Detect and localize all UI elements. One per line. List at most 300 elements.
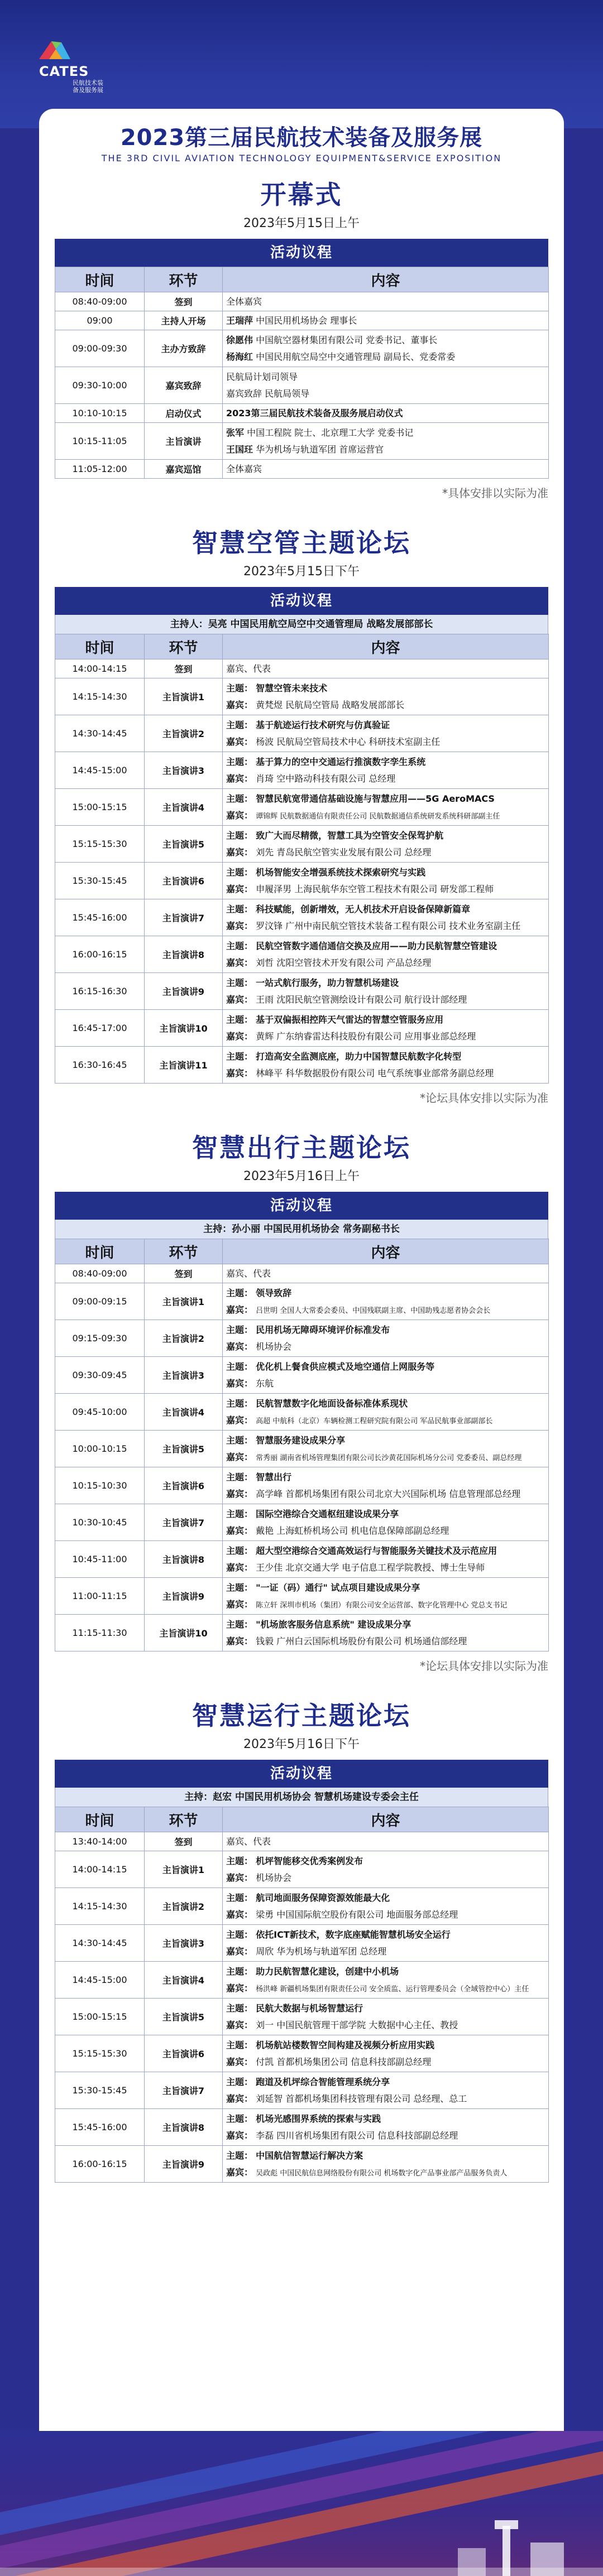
content-text: 周欣 华为机场与轨道军团 总经理 xyxy=(256,1946,387,1957)
row-time: 10:45-11:00 xyxy=(55,1541,145,1578)
row-time: 10:10-10:15 xyxy=(55,404,145,423)
content-text: 中国工程院 院士、北京理工大学 党委书记 xyxy=(247,427,414,438)
content-line xyxy=(226,901,545,918)
column-header-segment: 环节 xyxy=(145,634,223,659)
row-time: 13:40-14:00 xyxy=(55,1832,145,1851)
content-label: 嘉宾： xyxy=(226,1304,253,1315)
content-text: 民航大数据与机场智慧运行 xyxy=(256,2002,363,2014)
content-line xyxy=(226,1048,545,1065)
content-text: 王少佳 北京交通大学 电子信息工程学院教授、博士生导师 xyxy=(256,1562,485,1573)
row-segment: 主旨演讲4 xyxy=(145,1394,223,1431)
agenda-section xyxy=(39,1128,564,1673)
content-text: 常秀丽 湖南省机场管理集团有限公司长沙黄花国际机场分公司 党委委员、副总经理 xyxy=(256,1453,522,1462)
section-host: 主持人：吴亮 中国民用航空局空中交通管理局 战略发展部部长 xyxy=(55,615,548,634)
content-label: 主题： xyxy=(226,1014,253,1025)
content-text: 嘉宾、代表 xyxy=(226,1836,271,1847)
row-segment: 主办方致辞 xyxy=(145,330,223,367)
section-date: 2023年5月15日上午 xyxy=(243,216,360,230)
content-text: 机场智能安全增强系统技术探索研究与实践 xyxy=(256,866,426,878)
table-row xyxy=(55,1888,549,1925)
content-line xyxy=(226,1523,545,1539)
content-line xyxy=(226,1359,545,1375)
table-row xyxy=(55,1851,549,1888)
section-date: 2023年5月15日下午 xyxy=(243,565,360,579)
row-segment: 主旨演讲3 xyxy=(145,1925,223,1962)
row-time: 15:45-16:00 xyxy=(55,899,145,936)
row-time: 16:00-16:15 xyxy=(55,936,145,973)
content-line xyxy=(226,1486,545,1503)
row-segment: 主旨演讲1 xyxy=(145,1283,223,1320)
content-text: 助力民航智慧化建设，创建中小机场 xyxy=(256,1966,399,1977)
row-content xyxy=(223,1357,549,1394)
table-row xyxy=(55,1320,549,1357)
content-line xyxy=(226,717,545,734)
content-label: 嘉宾： xyxy=(226,736,253,747)
row-content xyxy=(223,1962,549,1999)
page-subtitle: THE 3RD CIVIL AVIATION TECHNOLOGY EQUIPMENT&SERVICE EXPOSITION xyxy=(101,153,502,163)
content-label: 嘉宾： xyxy=(226,2056,253,2067)
row-time: 14:15-14:30 xyxy=(55,678,145,715)
content-text: 2023第三届民航技术装备及服务展启动仪式 xyxy=(226,407,403,418)
table-row xyxy=(55,367,549,404)
section-title: 开幕式 xyxy=(260,180,343,210)
row-segment: 主旨演讲1 xyxy=(145,678,223,715)
row-segment: 主旨演讲7 xyxy=(145,1504,223,1541)
content-label: 主题： xyxy=(226,1619,253,1630)
table-row xyxy=(55,1832,549,1851)
content-text: 中国航空器材集团有限公司 党委书记、董事长 xyxy=(256,334,438,345)
row-time: 09:00-09:30 xyxy=(55,330,145,367)
content-text: 中国航信智慧运行解决方案 xyxy=(256,2150,363,2161)
content-line xyxy=(226,2017,545,2034)
row-content xyxy=(223,311,549,330)
content-line xyxy=(226,1375,545,1392)
table-row xyxy=(55,423,549,460)
row-content xyxy=(223,404,549,423)
content-text: 民航智慧数字化地面设备标准体系现状 xyxy=(256,1398,408,1409)
content-line xyxy=(226,1469,545,1486)
table-row xyxy=(55,2146,549,2183)
section-title: 智慧运行主题论坛 xyxy=(192,1701,411,1731)
row-segment: 主旨演讲4 xyxy=(145,1962,223,1999)
content-label: 主题： xyxy=(226,1324,253,1335)
table-row xyxy=(55,826,549,863)
content-text: 打造高安全监测底座，助力中国智慧民航数字化转型 xyxy=(256,1051,462,1062)
content-line xyxy=(226,1322,545,1338)
row-time: 11:15-11:30 xyxy=(55,1615,145,1651)
agenda-section xyxy=(39,523,564,1105)
row-segment: 主旨演讲3 xyxy=(145,752,223,789)
row-time: 15:45-16:00 xyxy=(55,2109,145,2146)
row-time: 08:40-09:00 xyxy=(55,1264,145,1283)
content-text: 刘哲 沈阳空管技术开发有限公司 产品总经理 xyxy=(256,957,432,968)
row-time: 14:45-15:00 xyxy=(55,1962,145,1999)
row-content xyxy=(223,899,549,936)
row-content xyxy=(223,2035,549,2072)
cates-logo-mark-icon xyxy=(39,39,70,62)
row-time: 14:30-14:45 xyxy=(55,1925,145,1962)
row-content xyxy=(223,1283,549,1320)
row-segment: 主旨演讲2 xyxy=(145,715,223,752)
row-content xyxy=(223,1999,549,2035)
content-text: 嘉宾致辞 民航局领导 xyxy=(226,388,310,399)
content-text: 东航 xyxy=(256,1378,274,1389)
row-segment: 主旨演讲5 xyxy=(145,1431,223,1467)
table-row xyxy=(55,292,549,311)
content-text: 刘先 青岛民航空管实业发展有限公司 总经理 xyxy=(256,846,432,858)
row-content xyxy=(223,1264,549,1283)
content-label: 主题： xyxy=(226,1966,253,1977)
agenda-table xyxy=(55,1807,549,2183)
content-text: 优化机上餐食供应模式及地空通信上网服务等 xyxy=(256,1361,435,1372)
content-line xyxy=(226,1065,545,1082)
content-text: 超大型空港综合交通高效运行与智能服务关键技术及示范应用 xyxy=(256,1545,497,1556)
content-text: 智慧出行 xyxy=(256,1471,292,1482)
agenda-sections xyxy=(39,175,564,2183)
content-label: 主题： xyxy=(226,2113,253,2124)
content-label: 主题： xyxy=(226,1434,253,1446)
content-line xyxy=(226,680,545,697)
cates-logo xyxy=(39,39,123,94)
content-text: 中国民用机场协会 理事长 xyxy=(256,315,357,326)
content-line xyxy=(226,1633,545,1650)
row-segment: 主旨演讲7 xyxy=(145,2072,223,2109)
section-note: *论坛具体安排以实际为准 xyxy=(420,1659,548,1673)
content-line xyxy=(226,1596,545,1613)
content-label: 主题： xyxy=(226,2002,253,2014)
section-title: 智慧出行主题论坛 xyxy=(192,1133,411,1163)
content-line xyxy=(226,2148,545,2164)
content-label: 主题： xyxy=(226,903,253,914)
table-row xyxy=(55,973,549,1010)
content-label: 主题： xyxy=(226,2039,253,2050)
content-label: 嘉宾： xyxy=(226,846,253,858)
row-segment: 主旨演讲5 xyxy=(145,1999,223,2035)
content-line xyxy=(226,1506,545,1523)
agenda-card xyxy=(39,109,564,2447)
row-segment: 主旨演讲 xyxy=(145,423,223,460)
content-line xyxy=(226,1412,545,1429)
content-text: 航司地面服务保障资源效能最大化 xyxy=(256,1892,390,1903)
content-text: 刘延智 首都机场集团科技管理有限公司 总经理、总工 xyxy=(256,2093,467,2104)
content-line xyxy=(226,405,545,422)
row-time: 14:45-15:00 xyxy=(55,752,145,789)
row-segment: 主旨演讲5 xyxy=(145,826,223,863)
section-host: 主持：赵宏 中国民用机场协会 智慧机场建设专委会主任 xyxy=(55,1788,548,1807)
row-content xyxy=(223,367,549,404)
table-header-row xyxy=(55,1239,549,1264)
table-row xyxy=(55,936,549,973)
row-time: 09:30-09:45 xyxy=(55,1357,145,1394)
content-line xyxy=(226,312,545,329)
content-line xyxy=(226,461,545,478)
content-line xyxy=(226,1543,545,1559)
table-row xyxy=(55,1394,549,1431)
content-text: 基于双偏振相控阵天气雷达的智慧空管服务应用 xyxy=(256,1014,444,1025)
content-line xyxy=(226,2127,545,2144)
content-label: 杨海红 xyxy=(226,351,253,362)
content-line xyxy=(226,1616,545,1633)
row-content xyxy=(223,863,549,899)
row-time: 10:15-10:30 xyxy=(55,1467,145,1504)
row-content xyxy=(223,292,549,311)
table-row xyxy=(55,1010,549,1047)
content-label: 嘉宾： xyxy=(226,2166,253,2178)
content-label: 嘉宾： xyxy=(226,957,253,968)
row-segment: 主旨演讲8 xyxy=(145,1541,223,1578)
row-segment: 主旨演讲7 xyxy=(145,899,223,936)
row-time: 16:00-16:15 xyxy=(55,2146,145,2183)
content-label: 嘉宾： xyxy=(226,1872,253,1883)
row-segment: 主旨演讲8 xyxy=(145,936,223,973)
row-segment: 主旨演讲10 xyxy=(145,1010,223,1047)
content-text: 民航空管数字通信通信交换及应用——助力民航智慧空管建设 xyxy=(256,940,497,951)
content-line xyxy=(226,369,545,386)
row-time: 14:15-14:30 xyxy=(55,1888,145,1925)
content-line xyxy=(226,441,545,458)
content-label: 主题： xyxy=(226,756,253,767)
section-date: 2023年5月16日下午 xyxy=(243,1737,360,1751)
content-line xyxy=(226,2111,545,2127)
content-label: 嘉宾： xyxy=(226,1598,253,1610)
content-line xyxy=(226,918,545,935)
content-line xyxy=(226,1906,545,1923)
content-text: 吴政彪 中国民航信息网络股份有限公司 机场数字化产品事业部产品服务负责人 xyxy=(256,2169,508,2178)
content-line xyxy=(226,1943,545,1960)
content-text: 黄辉 广东纳睿雷达科技股份有限公司 应用事业部总经理 xyxy=(256,1031,476,1042)
row-segment: 主旨演讲8 xyxy=(145,2109,223,2146)
agenda-table xyxy=(55,634,549,1084)
content-text: 高超 中航科（北京）车辆检测工程研究院有限公司 军品民航事业部副部长 xyxy=(256,1417,493,1426)
content-line xyxy=(226,864,545,881)
table-row xyxy=(55,1047,549,1084)
content-text: 申履泽男 上海民航华东空管工程技术有限公司 研发部工程师 xyxy=(256,883,494,894)
row-content xyxy=(223,1320,549,1357)
table-row xyxy=(55,789,549,826)
content-line xyxy=(226,1012,545,1028)
row-content xyxy=(223,715,549,752)
content-label: 嘉宾： xyxy=(226,2130,253,2141)
row-time: 16:30-16:45 xyxy=(55,1047,145,1084)
content-line xyxy=(226,827,545,844)
row-time: 14:00-14:15 xyxy=(55,659,145,678)
content-line xyxy=(226,425,545,441)
content-line xyxy=(226,697,545,714)
row-segment: 主旨演讲10 xyxy=(145,1615,223,1651)
content-text: 机场航站楼数智空间构建及视频分析应用实践 xyxy=(256,2039,435,2050)
content-label: 嘉宾： xyxy=(226,1378,253,1389)
table-row xyxy=(55,460,549,479)
brand-subtitle xyxy=(73,79,123,94)
content-label: 嘉宾： xyxy=(226,1982,253,1994)
content-label: 嘉宾： xyxy=(226,810,253,821)
row-content xyxy=(223,1615,549,1651)
column-header-time: 时间 xyxy=(55,1239,145,1264)
row-content xyxy=(223,423,549,460)
row-content xyxy=(223,1010,549,1047)
content-line xyxy=(226,349,545,365)
content-text: 谭锦辉 民航数据通信有限责任公司 民航数据通信系统研发系统科研部副主任 xyxy=(256,812,500,821)
content-line xyxy=(226,1432,545,1449)
content-text: 刘一 中国民航管理干部学院 大数据中心主任、教授 xyxy=(256,2019,458,2030)
content-text: 华为机场与轨道军团 首席运营官 xyxy=(256,444,384,455)
content-text: 民用机场无障碍环境评价标准发布 xyxy=(256,1324,390,1335)
row-segment: 签到 xyxy=(145,292,223,311)
content-line xyxy=(226,2164,545,2181)
row-time: 11:00-11:15 xyxy=(55,1578,145,1615)
row-segment: 主旨演讲2 xyxy=(145,1888,223,1925)
agenda-section xyxy=(39,175,564,500)
column-header-segment: 环节 xyxy=(145,1239,223,1264)
row-segment: 主旨演讲9 xyxy=(145,1578,223,1615)
column-header-content: 内容 xyxy=(223,267,549,292)
content-text: 林峰平 科华数据股份有限公司 电气系统事业部常务副总经理 xyxy=(256,1067,494,1078)
section-note: *具体安排以实际为准 xyxy=(442,487,548,500)
row-time: 10:30-10:45 xyxy=(55,1504,145,1541)
content-text: 科技赋能，创新增效，无人机技术开启设备保障新篇章 xyxy=(256,903,471,914)
row-time: 09:00 xyxy=(55,311,145,330)
row-time: 16:45-17:00 xyxy=(55,1010,145,1047)
row-time: 15:15-15:30 xyxy=(55,2035,145,2072)
row-content xyxy=(223,1047,549,1084)
row-time: 15:15-15:30 xyxy=(55,826,145,863)
section-date: 2023年5月16日上午 xyxy=(243,1169,360,1183)
row-segment: 主旨演讲6 xyxy=(145,2035,223,2072)
content-text: 国际空港综合交通枢纽建设成果分享 xyxy=(256,1508,399,1519)
row-time: 08:40-09:00 xyxy=(55,292,145,311)
content-label: 主题： xyxy=(226,1892,253,1903)
table-row xyxy=(55,1541,549,1578)
content-text: 跑道及机坪综合智能管理系统分享 xyxy=(256,2076,390,2087)
content-text: 依托ICT新技术，数字底座赋能智慧机场安全运行 xyxy=(256,1929,451,1940)
column-header-time: 时间 xyxy=(55,267,145,292)
content-label: 徐愿伟 xyxy=(226,334,253,345)
row-content xyxy=(223,1851,549,1888)
brand-subtitle-line1: 民航技术装 xyxy=(73,79,103,86)
content-line xyxy=(226,2000,545,2017)
row-segment: 主旨演讲6 xyxy=(145,863,223,899)
row-time: 10:15-11:05 xyxy=(55,423,145,460)
agenda-banner: 活动议程 xyxy=(55,587,548,615)
content-text: "机场旅客服务信息系统" 建设成果分享 xyxy=(256,1619,411,1630)
content-text: 机场光感围界系统的探索与实践 xyxy=(256,2113,381,2124)
content-label: 嘉宾： xyxy=(226,1635,253,1646)
content-line xyxy=(226,734,545,750)
row-segment: 主旨演讲2 xyxy=(145,1320,223,1357)
brand-name: CATES xyxy=(39,64,89,79)
content-label: 王瑞萍 xyxy=(226,315,253,326)
content-text: 杨洪峰 新疆机场集团有限责任公司 安全质监、运行管理委员会（全域管控中心）主任 xyxy=(256,1985,529,1994)
content-line xyxy=(226,881,545,898)
table-row xyxy=(55,1962,549,1999)
row-segment: 主旨演讲6 xyxy=(145,1467,223,1504)
column-header-time: 时间 xyxy=(55,634,145,659)
content-label: 嘉宾： xyxy=(226,773,253,784)
table-row xyxy=(55,1615,549,1651)
table-row xyxy=(55,1283,549,1320)
content-text: 机场协会 xyxy=(256,1872,292,1883)
content-text: 致广大而尽精微，智慧工具为空管安全保驾护航 xyxy=(256,830,444,841)
content-label: 嘉宾： xyxy=(226,883,253,894)
content-label: 嘉宾： xyxy=(226,1525,253,1536)
content-line xyxy=(226,844,545,861)
row-content xyxy=(223,1504,549,1541)
row-time: 11:05-12:00 xyxy=(55,460,145,479)
content-text: 王雨 沈阳民航空管测绘设计有限公司 航行设计部经理 xyxy=(256,994,467,1005)
content-line xyxy=(226,754,545,771)
content-line xyxy=(226,661,545,677)
row-content xyxy=(223,330,549,367)
content-label: 嘉宾： xyxy=(226,2019,253,2030)
content-line xyxy=(226,2054,545,2071)
row-segment: 主旨演讲9 xyxy=(145,973,223,1010)
row-content xyxy=(223,1431,549,1467)
content-label: 嘉宾： xyxy=(226,1562,253,1573)
row-content xyxy=(223,973,549,1010)
content-line xyxy=(226,1853,545,1870)
content-text: 高学峰 首都机场集团有限公司北京大兴国际机场 信息管理部总经理 xyxy=(256,1488,521,1499)
row-content xyxy=(223,2146,549,2183)
content-label: 嘉宾： xyxy=(226,1946,253,1957)
content-label: 嘉宾： xyxy=(226,1031,253,1042)
content-text: 吕世明 全国人大常委会委员、中国残联副主席、中国助残志愿者协会会长 xyxy=(256,1306,491,1315)
content-label: 嘉宾： xyxy=(226,994,253,1005)
row-time: 15:00-15:15 xyxy=(55,1999,145,2035)
content-line xyxy=(226,1833,545,1850)
content-line xyxy=(226,1927,545,1943)
table-row xyxy=(55,1467,549,1504)
row-content xyxy=(223,678,549,715)
content-text: 嘉宾、代表 xyxy=(226,1268,271,1279)
content-text: 肖琦 空中路动科技有限公司 总经理 xyxy=(256,773,396,784)
row-segment: 嘉宾巡馆 xyxy=(145,460,223,479)
row-time: 09:00-09:15 xyxy=(55,1283,145,1320)
table-row xyxy=(55,1264,549,1283)
row-time: 09:45-10:00 xyxy=(55,1394,145,1431)
row-time: 09:15-09:30 xyxy=(55,1320,145,1357)
content-line xyxy=(226,1395,545,1412)
row-time: 16:15-16:30 xyxy=(55,973,145,1010)
content-line xyxy=(226,1580,545,1596)
content-label: 主题： xyxy=(226,2076,253,2087)
bottom-background xyxy=(0,2431,603,2576)
content-text: "一证（码）通行" 试点项目建设成果分享 xyxy=(256,1582,420,1593)
content-label: 主题： xyxy=(226,1287,253,1298)
agenda-banner: 活动议程 xyxy=(55,1760,548,1788)
row-segment: 签到 xyxy=(145,659,223,678)
row-time: 14:30-14:45 xyxy=(55,715,145,752)
content-line xyxy=(226,1338,545,1355)
content-label: 主题： xyxy=(226,1471,253,1482)
row-content xyxy=(223,789,549,826)
content-label: 主题： xyxy=(226,1545,253,1556)
content-label: 嘉宾： xyxy=(226,1909,253,1920)
table-row xyxy=(55,2072,549,2109)
table-row xyxy=(55,659,549,678)
brand-subtitle-line2: 备及服务展 xyxy=(73,86,103,94)
row-content xyxy=(223,1467,549,1504)
content-label: 主题： xyxy=(226,1855,253,1866)
content-label: 主题： xyxy=(226,1508,253,1519)
row-segment: 主旨演讲4 xyxy=(145,789,223,826)
table-row xyxy=(55,2109,549,2146)
table-row xyxy=(55,1504,549,1541)
content-line xyxy=(226,975,545,991)
content-line xyxy=(226,938,545,955)
row-content xyxy=(223,1888,549,1925)
content-text: 智慧民航宽带通信基础设施与智慧应用——5G AeroMACS xyxy=(256,793,495,804)
row-content xyxy=(223,752,549,789)
